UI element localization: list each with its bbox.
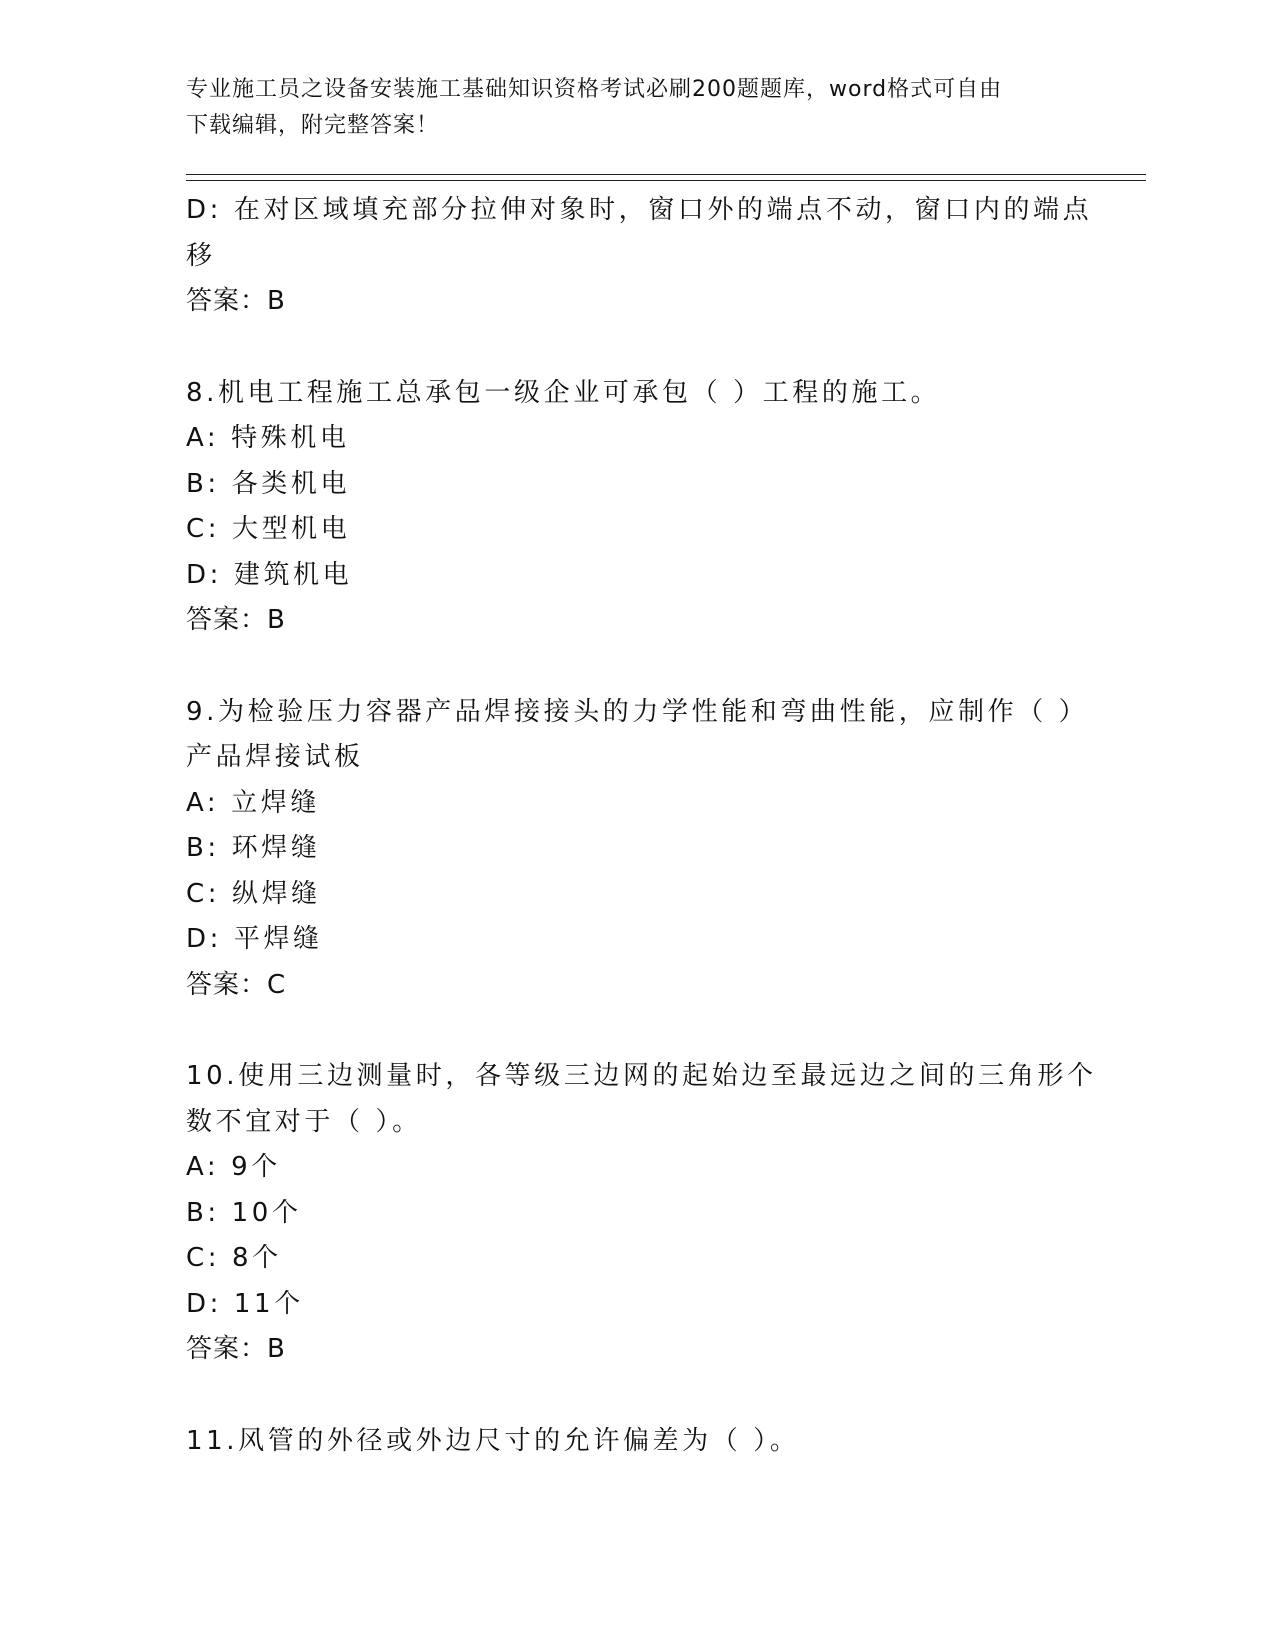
question-stem: 10.使用三边测量时，各等级三边网的起始边至最远边之间的三角形个 [186, 1061, 1097, 1091]
question-stem: 11.风管的外径或外边尺寸的允许偏差为（ ）。 [186, 1425, 800, 1456]
option-b: B: 环焊缝 [186, 833, 321, 863]
answer: 答案：B [186, 605, 286, 635]
question-stem: 数不宜对于（ ）。 [186, 1106, 422, 1137]
header-line: 下载编辑，附完整答案！ [186, 113, 440, 138]
header-divider [186, 174, 1146, 175]
question-stem: 8.机电工程施工总承包一级企业可承包（ ）工程的施工。 [186, 377, 941, 408]
question-stem: 产品焊接试板 [186, 742, 364, 772]
question-stem: 9.为检验压力容器产品焊接接头的力学性能和弯曲性能，应制作（ ） [186, 696, 1089, 727]
option-b: B: 各类机电 [186, 468, 351, 499]
option-a: A: 特殊机电 [186, 423, 350, 453]
option-b: B: 10个 [186, 1197, 302, 1228]
option-d: D: 在对区域填充部分拉伸对象时，窗口外的端点不动，窗口内的端点 [186, 195, 1093, 225]
document-header [186, 72, 1066, 144]
answer: 答案：C [186, 969, 287, 1000]
header-line: 专业施工员之设备安装施工基础知识资格考试必刷200题题库，word格式可自由 [186, 77, 1003, 102]
option-c: C: 纵焊缝 [186, 878, 321, 909]
option-d: D: 建筑机电 [186, 559, 353, 590]
question-11 [186, 1419, 1086, 1465]
option-c: C: 大型机电 [186, 514, 351, 544]
question-8 [186, 371, 1086, 644]
option-d: 移 [186, 240, 216, 271]
answer: 答案：B [186, 286, 286, 316]
question-9 [186, 690, 1089, 1009]
option-d: D: 平焊缝 [186, 924, 323, 954]
option-c: C: 8个 [186, 1243, 282, 1273]
option-a: A: 9个 [186, 1152, 281, 1182]
question-7-tail [186, 188, 1093, 325]
option-d: D: 11个 [186, 1288, 304, 1319]
question-10 [186, 1054, 1097, 1373]
header-divider [186, 180, 1146, 181]
answer: 答案：B [186, 1334, 286, 1364]
option-a: A: 立焊缝 [186, 787, 320, 818]
question-body [186, 188, 1097, 1464]
